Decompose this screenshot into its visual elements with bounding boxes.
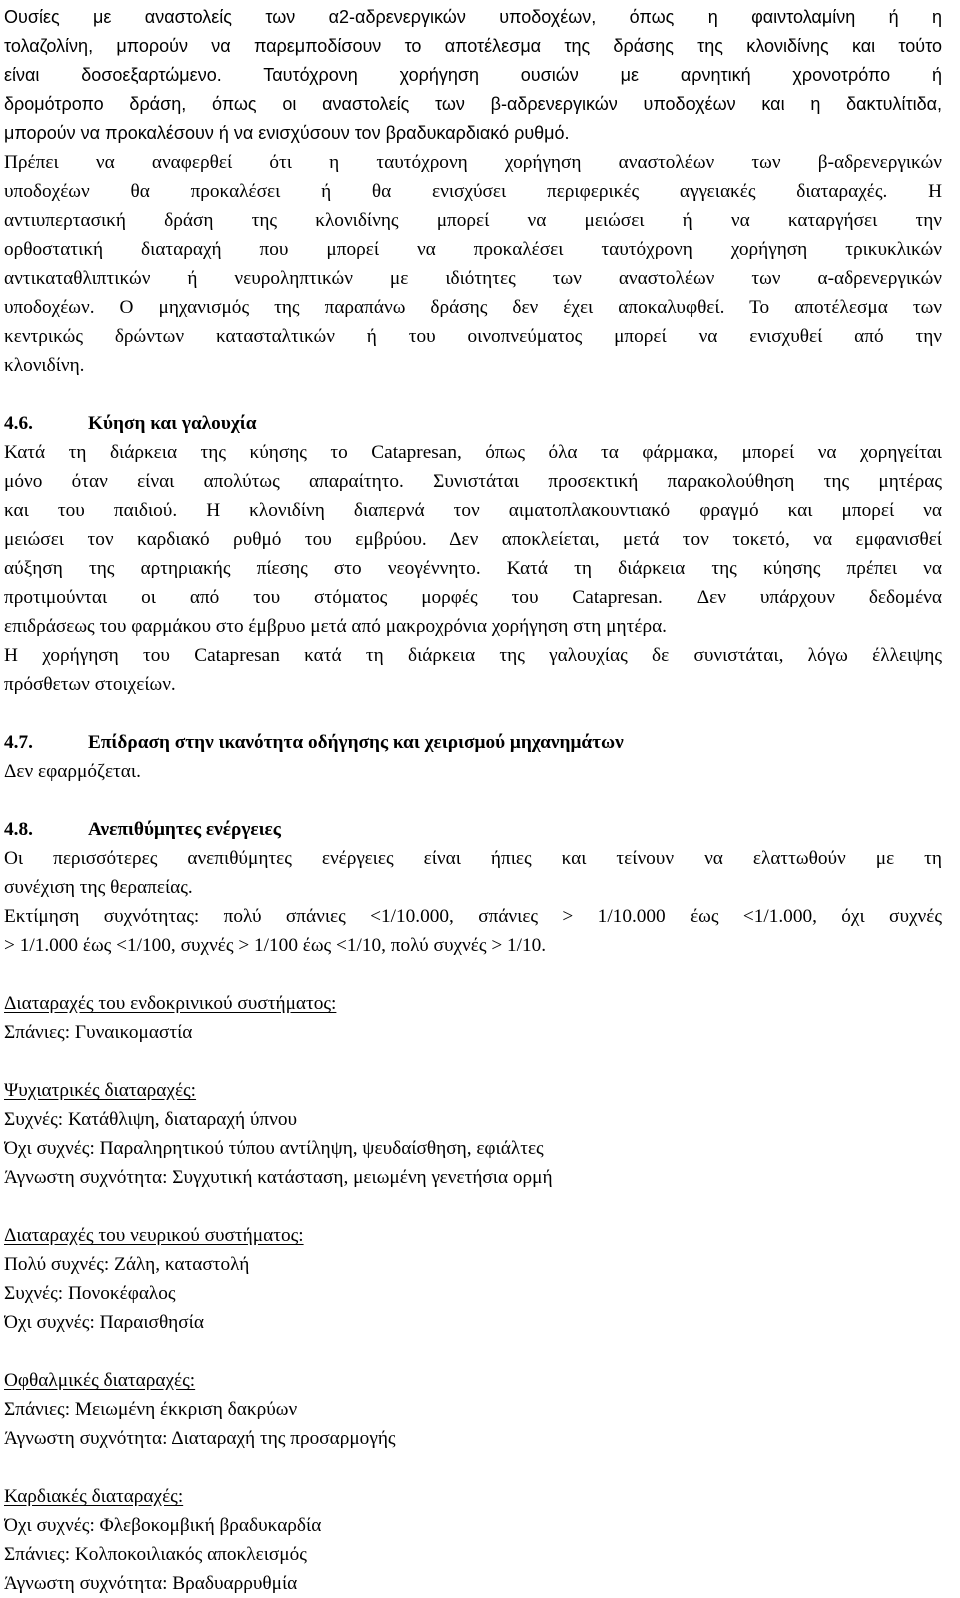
category-title: Διαταραχές του νευρικού συστήματος:	[4, 1225, 304, 1246]
text-line: υποδοχέων θα προκαλέσει ή θα ενισχύσει περιφερικές αγγειακές διαταραχές. Η	[4, 181, 942, 202]
category-item: Άγνωστη συχνότητα: Βραδυαρρυθμία	[4, 1573, 298, 1594]
text-line: Δεν εφαρμόζεται.	[4, 761, 141, 782]
section-number: 4.6.	[4, 413, 33, 434]
category-item: Συχνές: Κατάθλιψη, διαταραχή ύπνου	[4, 1109, 298, 1130]
section-number: 4.7.	[4, 732, 33, 753]
category-item: Άγνωστη συχνότητα: Συγχυτική κατάσταση, μειωμένη γενετήσια ορμή	[4, 1167, 553, 1188]
section-title: Ανεπιθύμητες ενέργειες	[88, 819, 281, 840]
category-nervous-system	[4, 1221, 942, 1337]
document-page	[4, 3, 942, 1598]
text-line: Η χορήγηση του Catapresan κατά τη διάρκεια της γαλουχίας δε συνιστάται, λόγω έλλειψης	[4, 645, 942, 666]
category-item: Σπάνιες: Μειωμένη έκκριση δακρύων	[4, 1399, 298, 1420]
text-line: κλονιδίνη.	[4, 355, 85, 376]
text-line: κεντρικώς δρώντων κατασταλτικών ή του οινοπνεύματος μπορεί να ενισχυθεί από την	[4, 326, 942, 347]
category-item: Όχι συχνές: Φλεβοκομβική βραδυκαρδία	[4, 1515, 322, 1536]
text-line: είναι δοσοεξαρτώμενο. Ταυτόχρονη χορήγηση ουσιών με αρνητική χρονοτρόπο ή	[4, 65, 942, 85]
text-line: επιδράσεως του φαρμάκου στο έμβρυο μετά από μακροχρόνια χορήγηση στη μητέρα.	[4, 616, 667, 637]
text-line: > 1/1.000 έως <1/100, συχνές > 1/100 έως <1/10, πολύ συχνές > 1/10.	[4, 935, 547, 956]
category-item: Πολύ συχνές: Ζάλη, καταστολή	[4, 1254, 250, 1275]
category-item: Σπάνιες: Κολποκοιλιακός αποκλεισμός	[4, 1544, 307, 1565]
text-line: και του παιδιού. Η κλονιδίνη διαπερνά τον αιματοπλακουντιακό φραγμό και μπορεί να	[4, 500, 942, 521]
text-line: τολαζολίνη, μπορούν να παρεμποδίσουν το αποτέλεσμα της δράσης της κλονιδίνης και τούτο	[4, 36, 942, 56]
text-line: υποδοχέων. Ο μηχανισμός της παραπάνω δράσης δεν έχει αποκαλυφθεί. Το αποτέλεσμα των	[4, 297, 942, 318]
category-item: Όχι συχνές: Παραισθησία	[4, 1312, 204, 1333]
section-4-8	[4, 815, 942, 960]
text-line: ορθοστατική διαταραχή που μπορεί να προκαλέσει ταυτόχρονη χορήγηση τρικυκλικών	[4, 239, 942, 260]
text-line: μειώσει τον καρδιακό ρυθμό του εμβρύου. Δεν αποκλείεται, μετά τον τοκετό, να εμφανισθεί	[4, 529, 942, 550]
category-item: Συχνές: Πονοκέφαλος	[4, 1283, 176, 1304]
text-line: Εκτίμηση συχνότητας: πολύ σπάνιες <1/10.000, σπάνιες > 1/10.000 έως <1/1.000, όχι συχνές	[4, 906, 942, 927]
section-4-7	[4, 728, 942, 786]
text-line: Οι περισσότερες ανεπιθύμητες ενέργειες είναι ήπιες και τείνουν να ελαττωθούν με τη	[4, 848, 942, 869]
section-4-6	[4, 409, 942, 699]
category-psychiatric	[4, 1076, 942, 1192]
category-title: Καρδιακές διαταραχές:	[4, 1486, 184, 1507]
category-endocrine	[4, 989, 942, 1047]
text-line: Κατά τη διάρκεια της κύησης το Catapresan, όπως όλα τα φάρμακα, μπορεί να χορηγείται	[4, 442, 942, 463]
text-line: προτιμούνται οι από του στόματος μορφές του Catapresan. Δεν υπάρχουν δεδομένα	[4, 587, 942, 608]
category-item: Όχι συχνές: Παραληρητικού τύπου αντίληψη, ψευδαίσθηση, εφιάλτες	[4, 1138, 544, 1159]
text-line: μπορούν να προκαλέσουν ή να ενισχύσουν τον βραδυκαρδιακό ρυθμό.	[4, 123, 570, 143]
category-title: Διαταραχές του ενδοκρινικού συστήματος:	[4, 993, 337, 1014]
text-line: αύξηση της αρτηριακής πίεσης στο νεογέννητο. Κατά τη διάρκεια της κύησης πρέπει να	[4, 558, 942, 579]
category-item: Σπάνιες: Γυναικομαστία	[4, 1022, 193, 1043]
text-line: αντιυπερτασική δράση της κλονιδίνης μπορεί να μειώσει ή να καταργήσει την	[4, 210, 942, 231]
category-title: Οφθαλμικές διαταραχές:	[4, 1370, 196, 1391]
section-heading	[4, 728, 942, 757]
category-eye	[4, 1366, 942, 1453]
category-title: Ψυχιατρικές διαταραχές:	[4, 1080, 197, 1101]
text-line: αντικαταθλιπτικών ή νευροληπτικών με ιδιότητες των αναστολέων των α-αδρενεργικών	[4, 268, 942, 289]
text-line: πρόσθετων στοιχείων.	[4, 674, 176, 695]
section-number: 4.8.	[4, 819, 33, 840]
text-line: μόνο όταν είναι απολύτως απαραίτητο. Συνιστάται προσεκτική παρακολούθηση της μητέρας	[4, 471, 942, 492]
text-line: Ουσίες με αναστολείς των α2-αδρενεργικών υποδοχέων, όπως η φαιντολαμίνη ή η	[4, 7, 942, 27]
section-title: Κύηση και γαλουχία	[88, 413, 257, 434]
section-heading	[4, 409, 942, 438]
section-heading	[4, 815, 942, 844]
interactions-paragraph	[4, 3, 942, 380]
category-cardiac	[4, 1482, 942, 1598]
text-line: Πρέπει να αναφερθεί ότι η ταυτόχρονη χορήγηση αναστολέων των β-αδρενεργικών	[4, 152, 942, 173]
text-line: δρομότροπο δράση, όπως οι αναστολείς των β-αδρενεργικών υποδοχέων και η δακτυλίτιδα,	[4, 94, 942, 114]
section-title: Επίδραση στην ικανότητα οδήγησης και χειρισμού μηχανημάτων	[88, 732, 624, 753]
text-line: συνέχιση της θεραπείας.	[4, 877, 193, 898]
category-item: Άγνωστη συχνότητα: Διαταραχή της προσαρμογής	[4, 1428, 396, 1449]
